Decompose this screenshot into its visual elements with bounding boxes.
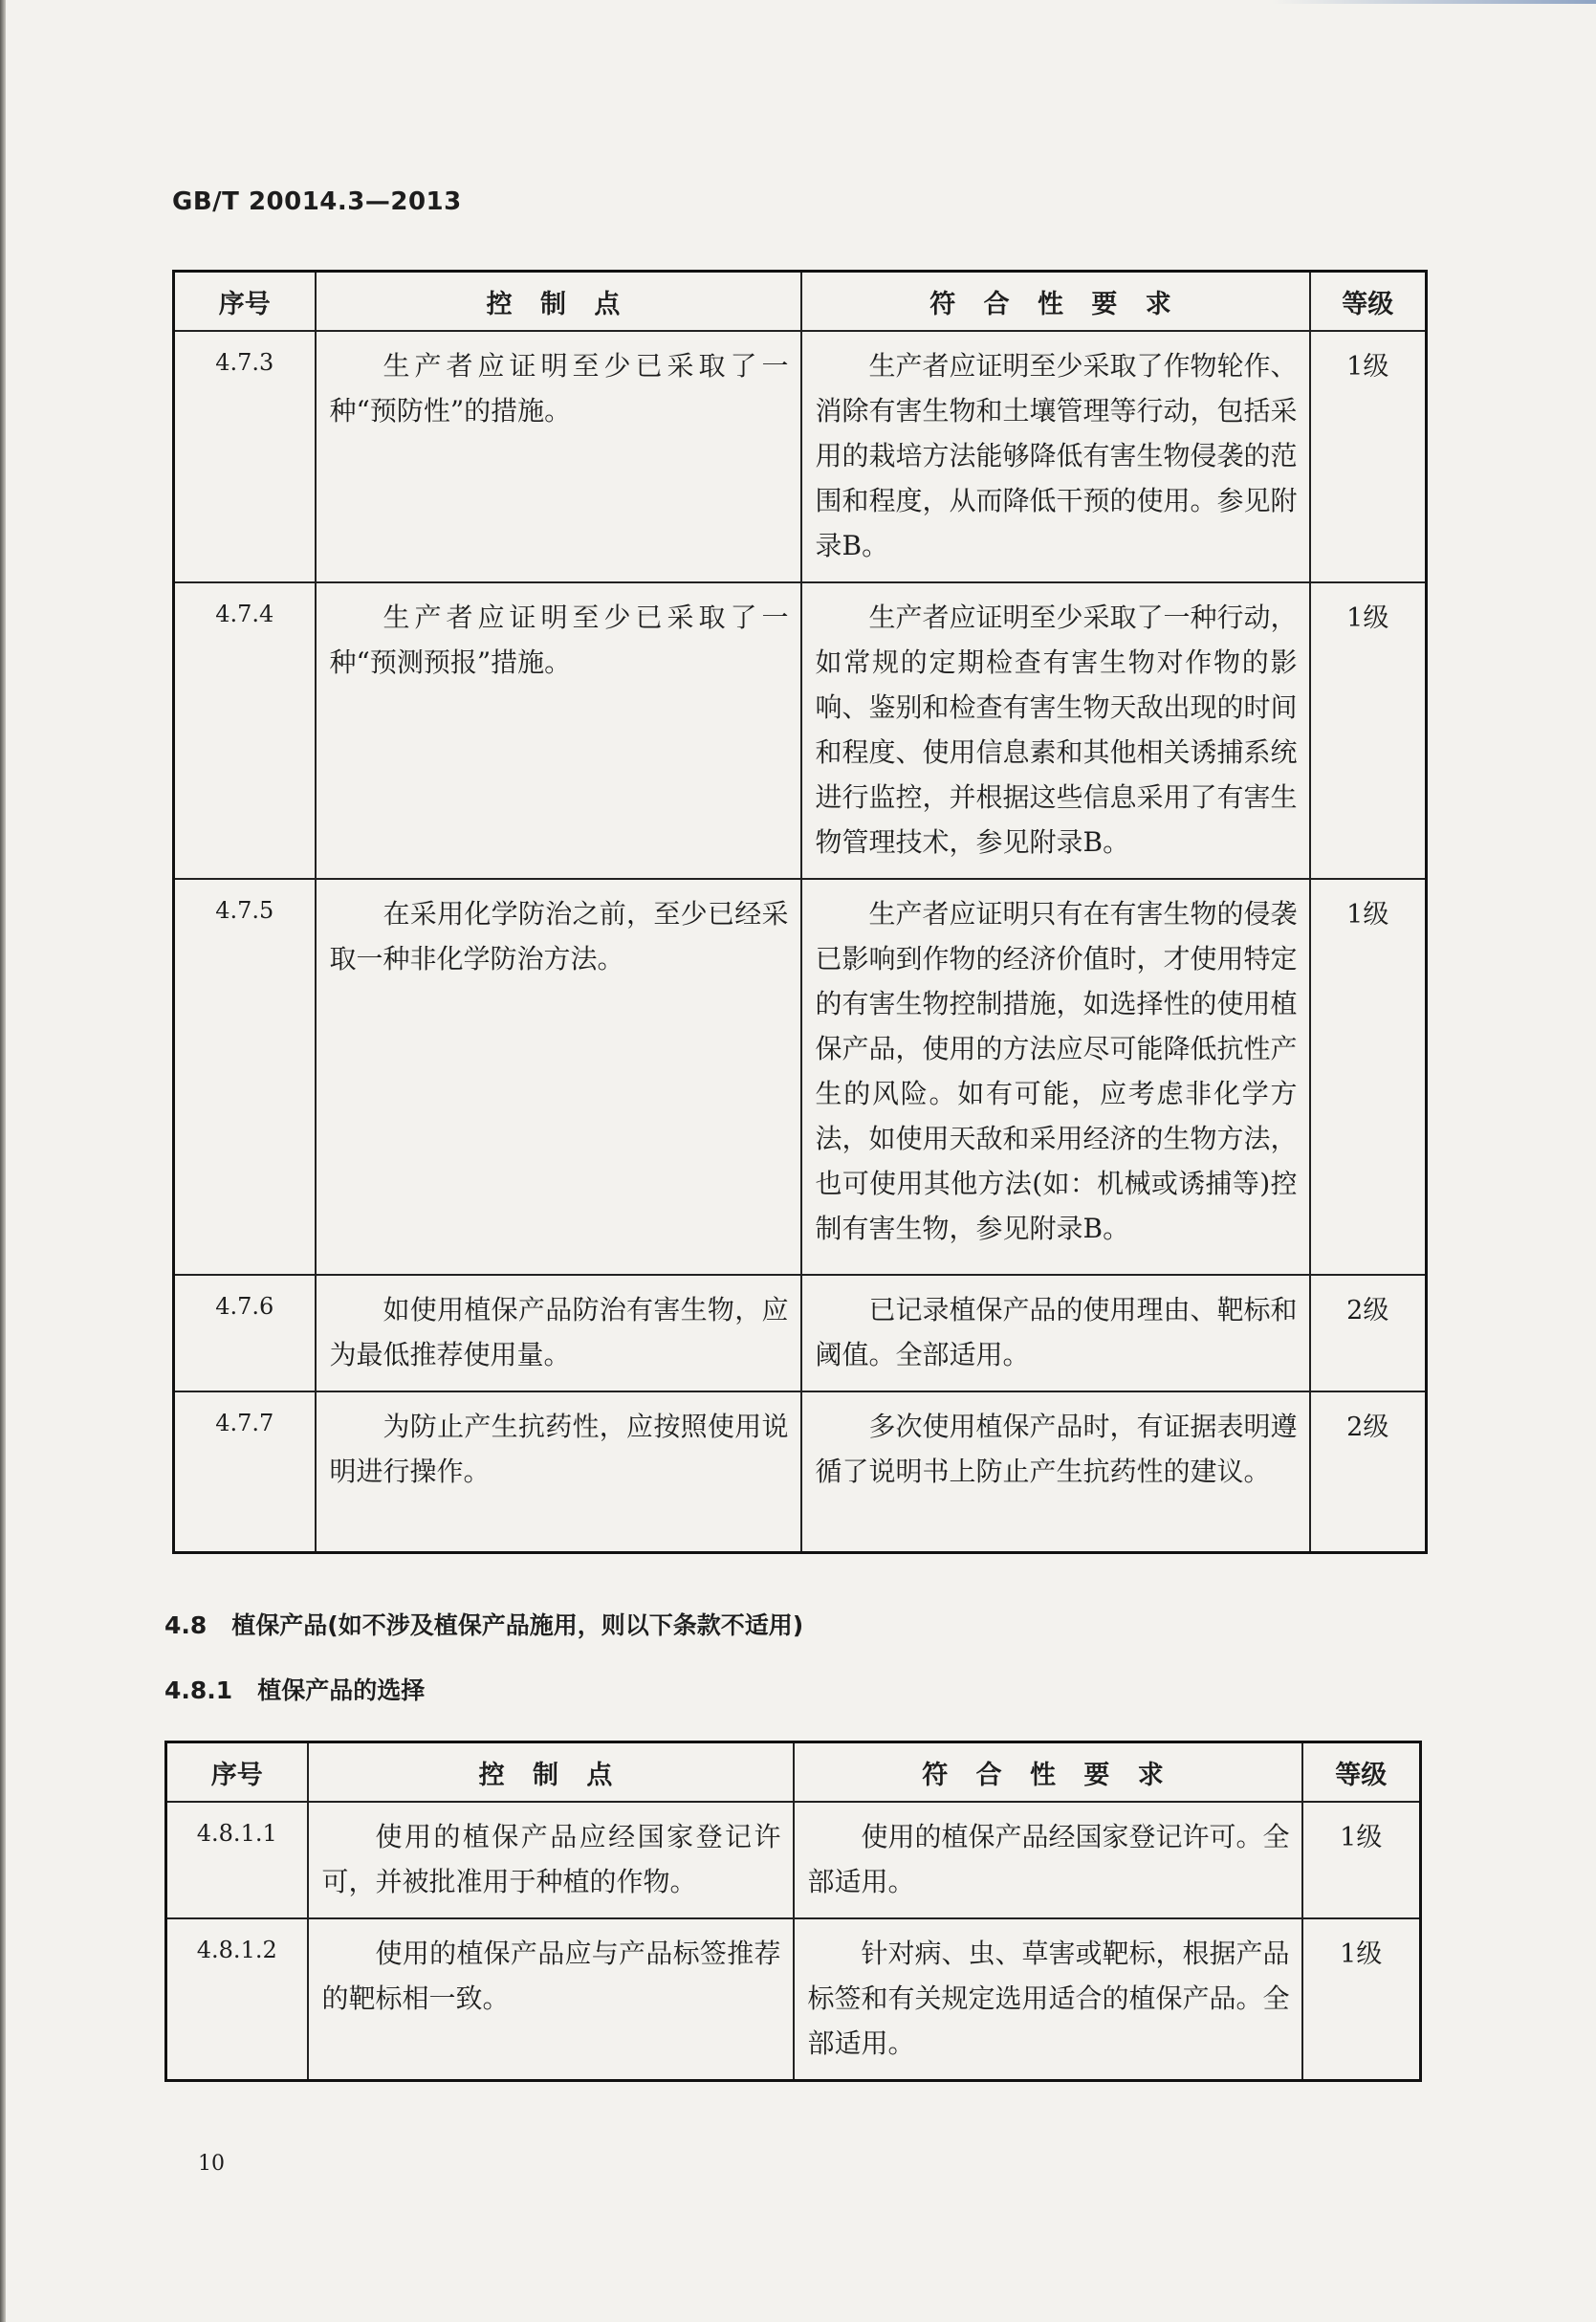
- control-point: 为防止产生抗药性，应按照使用说明进行操作。: [316, 1391, 801, 1552]
- col-header-control: 控 制 点: [316, 272, 801, 332]
- col-header-no: 序号: [174, 272, 316, 332]
- section-heading-4-8-1: [164, 1672, 425, 1706]
- requirement: 多次使用植保产品时，有证据表明遵循了说明书上防止产生抗药性的建议。: [801, 1391, 1310, 1552]
- section-heading-4-8: [164, 1607, 803, 1641]
- table-header: [174, 272, 1427, 332]
- row-number: 4.7.6: [174, 1275, 316, 1391]
- section-number: 4.8: [164, 1611, 208, 1639]
- level: 2级: [1310, 1275, 1427, 1391]
- control-point: 在采用化学防治之前，至少已经采取一种非化学防治方法。: [316, 879, 801, 1275]
- table-header: [166, 1742, 1421, 1803]
- row-number: 4.8.1.2: [166, 1918, 308, 2081]
- level: 1级: [1310, 331, 1427, 582]
- row-number: 4.8.1.1: [166, 1802, 308, 1918]
- col-header-level: 等级: [1302, 1742, 1421, 1803]
- table-row: [166, 1802, 1421, 1918]
- requirement: 生产者应证明至少采取了作物轮作、消除有害生物和土壤管理等行动，包括采用的栽培方法能够降低有害生物侵袭的范围和程度，从而降低干预的使用。参见附录B。: [801, 331, 1310, 582]
- level: 1级: [1302, 1802, 1421, 1918]
- control-point: 使用的植保产品应经国家登记许可，并被批准用于种植的作物。: [308, 1802, 794, 1918]
- table-row: [174, 1391, 1427, 1552]
- section-number: 4.8.1: [164, 1676, 233, 1704]
- level: 1级: [1310, 879, 1427, 1275]
- requirement: 已记录植保产品的使用理由、靶标和阈值。全部适用。: [801, 1275, 1310, 1391]
- control-point: 使用的植保产品应与产品标签推荐的靶标相一致。: [308, 1918, 794, 2081]
- control-point: 生产者应证明至少已采取了一种“预防性”的措施。: [316, 331, 801, 582]
- requirement: 生产者应证明只有在有害生物的侵袭已影响到作物的经济价值时，才使用特定的有害生物控制措施，如选择性的使用植保产品，使用的方法应尽可能降低抗性产生的风险。如有可能，应考虑非化学方法，如使用天敌和采用经济的生物方法，也可使用其他方法(如：机械或诱捕等)控制有害生物，参见附录B。: [801, 879, 1310, 1275]
- level: 1级: [1302, 1918, 1421, 2081]
- row-number: 4.7.4: [174, 582, 316, 879]
- col-header-requirement: 符 合 性 要 求: [801, 272, 1310, 332]
- page-number: 10: [198, 2152, 225, 2176]
- control-point: 生产者应证明至少已采取了一种“预测预报”措施。: [316, 582, 801, 879]
- requirement: 针对病、虫、草害或靶标，根据产品标签和有关规定选用适合的植保产品。全部适用。: [794, 1918, 1302, 2081]
- row-number: 4.7.5: [174, 879, 316, 1275]
- col-header-no: 序号: [166, 1742, 308, 1803]
- requirement: 生产者应证明至少采取了一种行动，如常规的定期检查有害生物对作物的影响、鉴别和检查有害生物天敌出现的时间和程度、使用信息素和其他相关诱捕系统进行监控，并根据这些信息采用了有害生物管理技术，参见附录B。: [801, 582, 1310, 879]
- control-point: 如使用植保产品防治有害生物，应为最低推荐使用量。: [316, 1275, 801, 1391]
- scan-artifact: [1272, 0, 1596, 4]
- table-row: [166, 1918, 1421, 2081]
- control-table-4-8-1: [164, 1741, 1422, 2082]
- col-header-level: 等级: [1310, 272, 1427, 332]
- control-table-4-7: [172, 270, 1428, 1554]
- table-row: [174, 1275, 1427, 1391]
- col-header-control: 控 制 点: [308, 1742, 794, 1803]
- col-header-requirement: 符 合 性 要 求: [794, 1742, 1302, 1803]
- requirement: 使用的植保产品经国家登记许可。全部适用。: [794, 1802, 1302, 1918]
- section-title: 植保产品的选择: [257, 1676, 426, 1704]
- table-row: [174, 879, 1427, 1275]
- level: 1级: [1310, 582, 1427, 879]
- table-row: [174, 582, 1427, 879]
- row-number: 4.7.7: [174, 1391, 316, 1552]
- page-binding-edge: [0, 0, 6, 2322]
- row-number: 4.7.3: [174, 331, 316, 582]
- table-row: [174, 331, 1427, 582]
- level: 2级: [1310, 1391, 1427, 1552]
- section-title: 植保产品(如不涉及植保产品施用，则以下条款不适用): [231, 1611, 804, 1639]
- document-code: GB/T 20014.3—2013: [172, 187, 462, 216]
